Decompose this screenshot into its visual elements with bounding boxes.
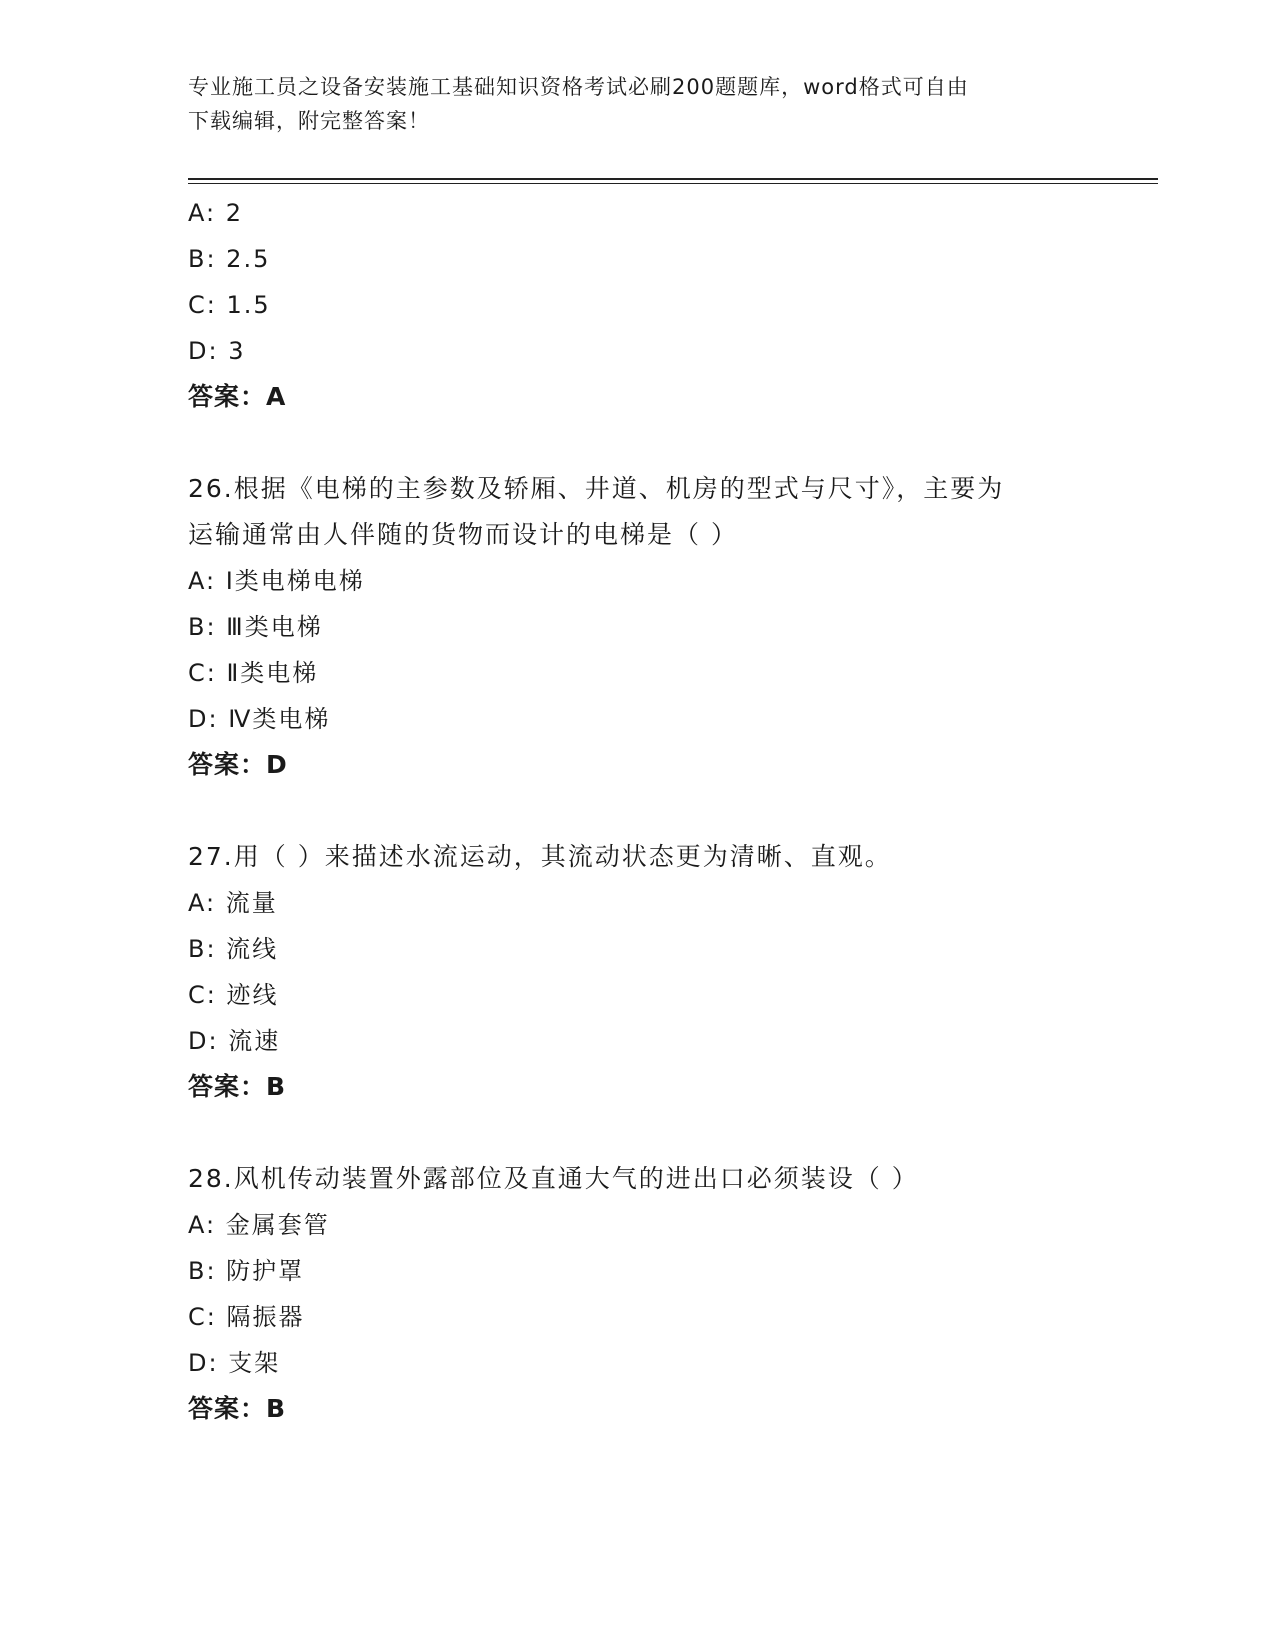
header-line-2: 下载编辑，附完整答案！ [188, 109, 430, 133]
header-divider [188, 178, 1158, 184]
option-a: A: 流量 [188, 889, 278, 917]
header-line-1: 专业施工员之设备安装施工基础知识资格考试必刷200题题库，word格式可自由 [188, 75, 969, 99]
option-a: A: 2 [188, 199, 243, 227]
option-c: C: 隔振器 [188, 1303, 305, 1331]
question-26-text-line-2: 运输通常由人伴随的货物而设计的电梯是（ ） [188, 520, 738, 549]
spacer [188, 420, 1158, 466]
answer-26: 答案：D [188, 750, 288, 779]
option-c: C: Ⅱ类电梯 [188, 659, 319, 687]
question-27 [188, 834, 1158, 1110]
answer-28: 答案：B [188, 1394, 287, 1423]
question-27-text: 27.用（ ）来描述水流运动，其流动状态更为清晰、直观。 [188, 842, 892, 871]
question-26 [188, 466, 1158, 788]
answer-25: 答案：A [188, 382, 287, 411]
option-b: B: 流线 [188, 935, 279, 963]
spacer [188, 1110, 1158, 1156]
option-b: B: 防护罩 [188, 1257, 305, 1285]
option-c: C: 1.5 [188, 291, 271, 319]
option-d: D: 支架 [188, 1349, 281, 1377]
option-a: A: Ⅰ类电梯电梯 [188, 567, 365, 595]
option-d: D: 流速 [188, 1027, 281, 1055]
option-d: D: Ⅳ类电梯 [188, 705, 331, 733]
option-d: D: 3 [188, 337, 246, 365]
question-26-text-line-1: 26.根据《电梯的主参数及轿厢、井道、机房的型式与尺寸》，主要为 [188, 474, 1005, 503]
question-28 [188, 1156, 1158, 1432]
option-b: B: Ⅲ类电梯 [188, 613, 323, 641]
option-a: A: 金属套管 [188, 1211, 330, 1239]
answer-27: 答案：B [188, 1072, 287, 1101]
spacer [188, 788, 1158, 834]
option-c: C: 迹线 [188, 981, 279, 1009]
question-25-options [188, 190, 1158, 420]
question-list [188, 190, 1158, 1432]
option-b: B: 2.5 [188, 245, 271, 273]
question-28-text: 28.风机传动装置外露部位及直通大气的进出口必须装设（ ） [188, 1164, 919, 1193]
document-header [188, 70, 1068, 138]
